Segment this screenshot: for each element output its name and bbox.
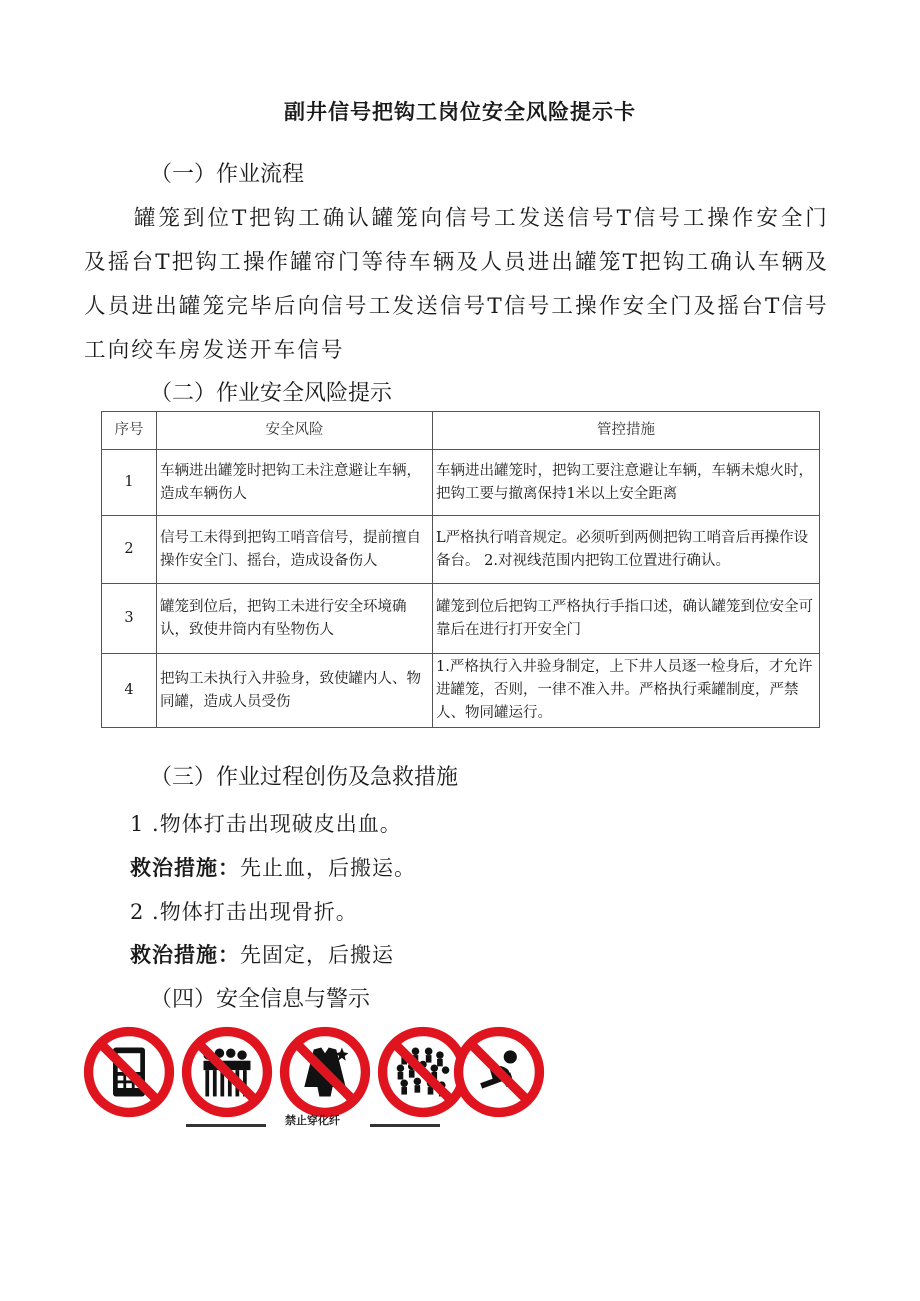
first-aid-measure: [130, 939, 394, 969]
row-number: 1: [102, 450, 157, 516]
section-heading-first-aid: （三）作业过程创伤及急救措施: [150, 765, 459, 790]
risk-cell: 信号工未得到把钩工哨音信号，提前擅自操作安全门、摇台，造成设备伤人: [157, 516, 433, 584]
no-phone-icon: [82, 1025, 176, 1119]
measure-text: 先固定，后搬运: [240, 943, 394, 967]
control-cell: 罐笼到位后把钩工严格执行手指口述，确认罐笼到位安全可靠后在进行打开安全门: [433, 584, 820, 654]
row-number: 2: [102, 516, 157, 584]
row-number: 4: [102, 654, 157, 728]
cropped-caption-fragment: [370, 1124, 440, 1127]
risk-cell: 罐笼到位后，把钩工未进行安全环境确认，致使井筒内有坠物伤人: [157, 584, 433, 654]
control-cell: L严格执行哨音规定。必须听到两侧把钩工哨音后再操作设备台。 2.对视线范围内把钩工位置进行确认。: [433, 516, 820, 584]
page-title: 副井信号把钩工岗位安全风险提示卡: [284, 100, 636, 124]
measure-label: 救治措施：: [130, 856, 240, 880]
risk-table: [101, 411, 820, 728]
column-header: 序号: [102, 412, 157, 450]
no-synthetic-clothing-icon: [278, 1025, 372, 1119]
section-heading-risks: （二）作业安全风险提示: [150, 381, 393, 406]
injury-item: 1 .物体打击出现破皮出血。: [130, 812, 402, 836]
control-cell: 车辆进出罐笼时，把钩工要注意避让车辆，车辆未熄火时，把钩工要与撤离保持1米以上安全距离: [433, 450, 820, 516]
risk-cell: 车辆进出罐笼时把钩工未注意避让车辆，造成车辆伤人: [157, 450, 433, 516]
table-row: [102, 516, 820, 584]
table-row: [102, 450, 820, 516]
control-cell: 1.严格执行入井验身制定，上下井人员逐一检身后，才允许进罐笼，否则，一律不准入井。严格执行乘罐制度，严禁人、物同罐运行。: [433, 654, 820, 728]
no-leaning-icon: [452, 1025, 546, 1119]
row-number: 3: [102, 584, 157, 654]
column-header: 安全风险: [157, 412, 433, 450]
measure-label: 救治措施：: [130, 943, 240, 967]
measure-text: 先止血，后搬运。: [240, 856, 416, 880]
table-row: [102, 584, 820, 654]
workflow-paragraph: 罐笼到位T把钩工确认罐笼向信号工发送信号T信号工操作安全门及摇台T把钩工操作罐帘门等待车辆及人员进出罐笼T把钩工确认车辆及人员进出罐笼完毕后向信号工发送信号T信号工操作安全门及摇台T信号工向绞车房发送开车信号: [84, 206, 829, 363]
section-heading-warnings: （四）安全信息与警示: [150, 987, 371, 1012]
section-heading-workflow: （一）作业流程: [150, 162, 305, 187]
table-header-row: [102, 412, 820, 450]
first-aid-measure: [130, 852, 416, 882]
sign-caption: 禁止穿化纤: [285, 1114, 340, 1127]
cropped-caption-fragment: [186, 1124, 266, 1127]
no-crowding-icon: [180, 1025, 274, 1119]
risk-cell: 把钩工未执行入井验身，致使罐内人、物同罐，造成人员受伤: [157, 654, 433, 728]
table-row: [102, 654, 820, 728]
column-header: 管控措施: [433, 412, 820, 450]
injury-item: 2 .物体打击出现骨折。: [130, 900, 358, 924]
